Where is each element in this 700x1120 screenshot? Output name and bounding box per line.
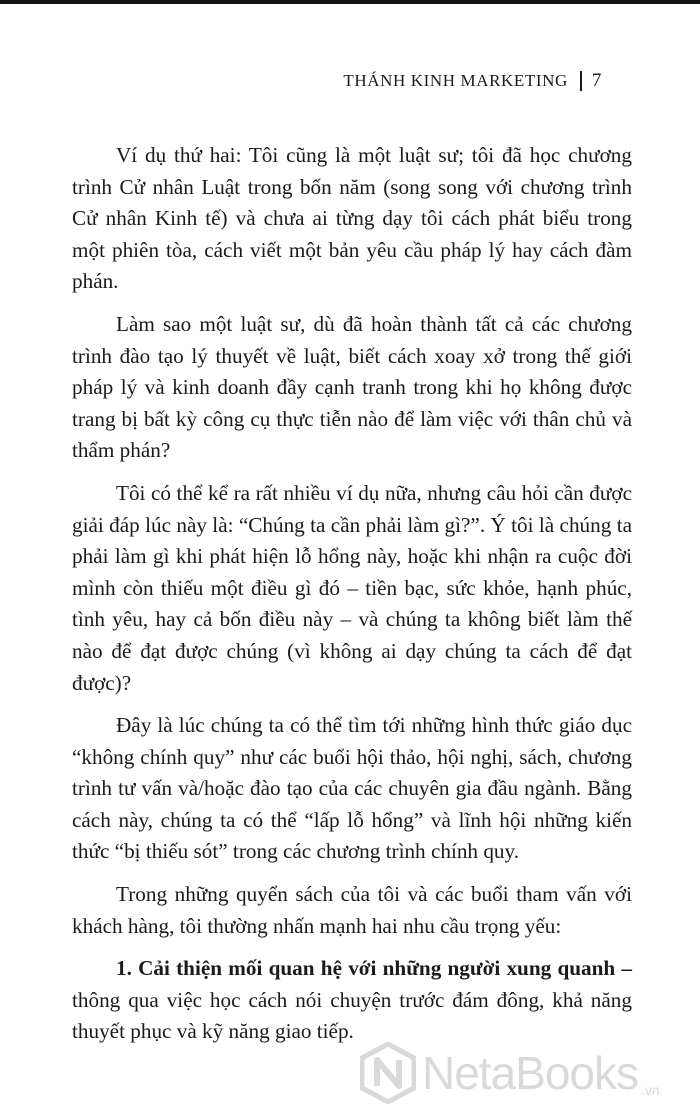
book-title: THÁNH KINH MARKETING (343, 71, 568, 90)
running-header (343, 70, 602, 92)
paragraph: Tôi có thể kể ra rất nhiều ví dụ nữa, nhưng câu hỏi cần được giải đáp lúc này là: “Chúng ta cần phải làm gì?”. Ý tôi là chúng ta phải làm gì khi phát hiện lỗ hổng này, hoặc khi nhận ra cuộc đời mình còn thiếu một điều gì đó – tiền bạc, sức khỏe, hạnh phúc, tình yêu, hay cả bốn điều này – và chúng ta không biết làm thế nào để đạt được chúng (vì không ai dạy chúng ta cách để đạt được)? (72, 480, 632, 695)
paragraph: Ví dụ thứ hai: Tôi cũng là một luật sư; tôi đã học chương trình Cử nhân Luật trong bốn năm (song song với chương trình Cử nhân Kinh tế) và chưa ai từng dạy tôi cách phát biểu trong một phiên tòa, cách viết một bản yêu cầu pháp lý hay cách đàm phán. (72, 143, 632, 294)
watermark (360, 1042, 660, 1104)
page-number: 7 (591, 70, 602, 91)
header-separator (580, 71, 582, 91)
watermark-suffix: .vn (641, 1082, 660, 1098)
numbered-point-lead: 1. Cải thiện mối quan hệ với những người xung quanh – (116, 956, 632, 981)
numbered-point-text: thông qua việc học cách nói chuyện trước đám đông, khả năng thuyết phục và kỹ năng giao tiếp. (72, 987, 632, 1044)
paragraph: Trong những quyển sách của tôi và các buổi tham vấn với khách hàng, tôi thường nhấn mạnh hai nhu cầu trọng yếu: (72, 882, 632, 938)
paragraph: Làm sao một luật sư, dù đã hoàn thành tất cả các chương trình đào tạo lý thuyết về luật, biết cách xoay xở trong thế giới pháp lý và kinh doanh đầy cạnh tranh trong khi họ không được trang bị bất kỳ công cụ thực tiễn nào để làm việc với thân chủ và thẩm phán? (72, 311, 632, 463)
numbered-point (72, 953, 632, 1048)
body-text (72, 140, 632, 1059)
page-top-border (0, 0, 700, 4)
watermark-brand: NetaBooks (422, 1047, 639, 1099)
netabooks-logo-icon (360, 1042, 416, 1104)
paragraph: Đây là lúc chúng ta có thể tìm tới những hình thức giáo dục “không chính quy” như các buổi hội thảo, hội nghị, sách, chương trình tư vấn và/hoặc đào tạo của các chuyên gia đầu ngành. Bằng cách này, chúng ta có thể “lấp lỗ hổng” và lĩnh hội những kiến thức “bị thiếu sót” trong các chương trình chính quy. (72, 713, 632, 864)
